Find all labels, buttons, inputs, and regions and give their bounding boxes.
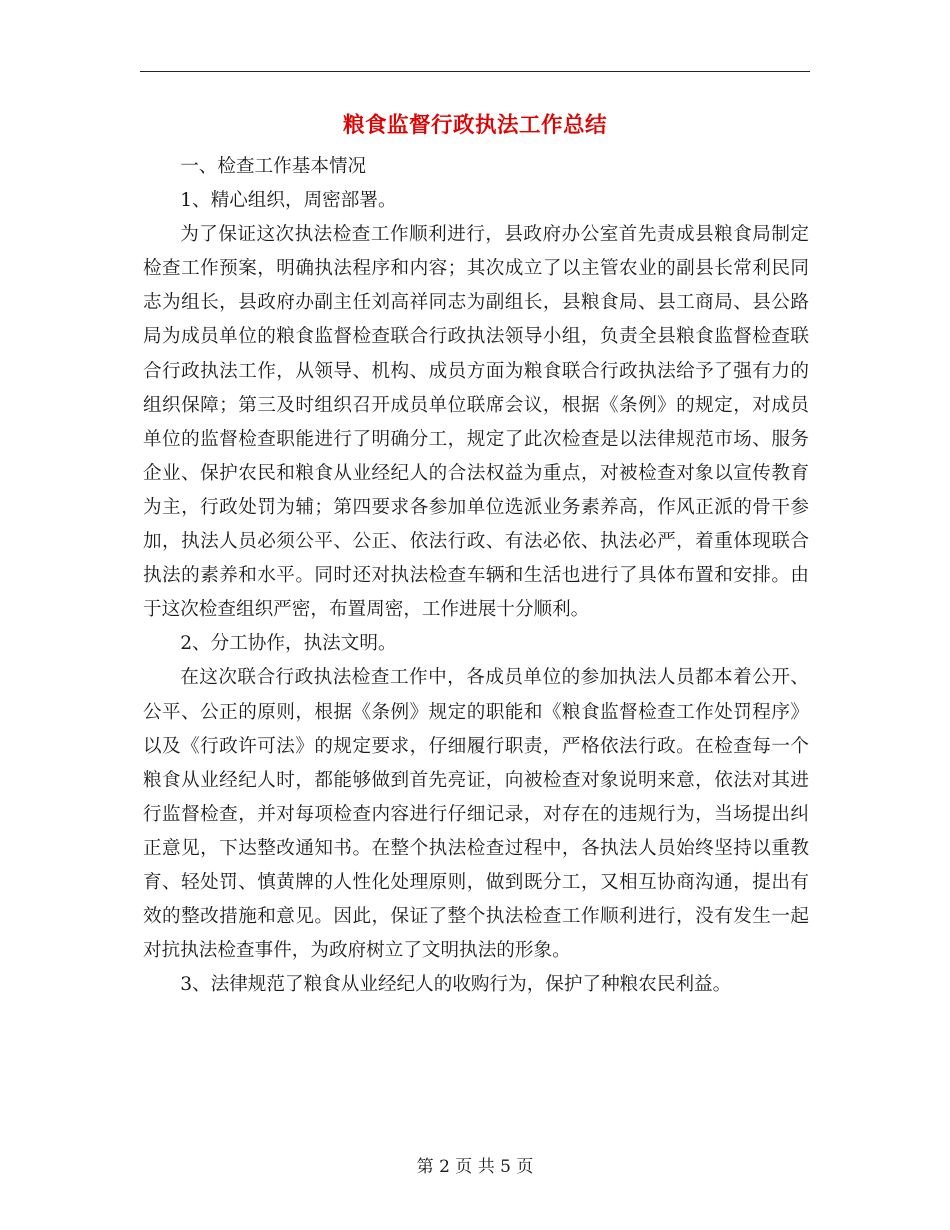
subsection-heading: 2、分工协作，执法文明。 [180,633,397,655]
subsection-heading: 1、精心组织，周密部署。 [180,190,397,212]
header-rule [140,71,810,72]
section-heading: 一、检查工作基本情况 [180,156,367,177]
document-body [143,150,809,1002]
document-title: 粮食监督行政执法工作总结 [342,113,607,138]
body-paragraph: 在这次联合行政执法检查工作中，各成员单位的参加执法人员都本着公开、公平、公正的原则，根据《条例》规定的职能和《粮食监督检查工作处罚程序》以及《行政许可法》的规定要求，仔细履行职责，严格依法行政。在检查每一个粮食从业经纪人时，都能够做到首先亮证，向被检查对象说明来意，依法对其进行监督检查，并对每项检查内容进行仔细记录，对存在的违规行为，当场提出纠正意见，下达整改通知书。在整个执法检查过程中，各执法人员始终坚持以重教育、轻处罚、慎黄牌的人性化处理原则，做到既分工，又相互协商沟通，提出有效的整改措施和意见。因此，保证了整个执法检查工作顺利进行，没有发生一起对抗执法检查事件，为政府树立了文明执法的形象。 [143,667,809,962]
body-paragraph: 为了保证这次执法检查工作顺利进行，县政府办公室首先责成县粮食局制定检查工作预案，明确执法程序和内容；其次成立了以主管农业的副县长常利民同志为组长，县政府办副主任刘高祥同志为副组长，县粮食局、县工商局、县公路局为成员单位的粮食监督检查联合行政执法领导小组，负责全县粮食监督检查联合行政执法工作，从领导、机构、成员方面为粮食联合行政执法给予了强有力的组织保障；第三及时组织召开成员单位联席会议，根据《条例》的规定，对成员单位的监督检查职能进行了明确分工，规定了此次检查是以法律规范市场、服务企业、保护农民和粮食从业经纪人的合法权益为重点，对被检查对象以宣传教育为主，行政处罚为辅；第四要求各参加单位选派业务素养高，作风正派的骨干参加，执法人员必须公平、公正、依法行政、有法必依、执法必严，着重体现联合执法的素养和水平。同时还对执法检查车辆和生活也进行了具体布置和安排。由于这次检查组织严密，布置周密，工作进展十分顺利。 [143,224,809,621]
subsection-heading: 3、法律规范了粮食从业经纪人的收购行为，保护了种粮农民利益。 [180,974,732,996]
page-number: 第 2 页 共 5 页 [416,1157,534,1177]
